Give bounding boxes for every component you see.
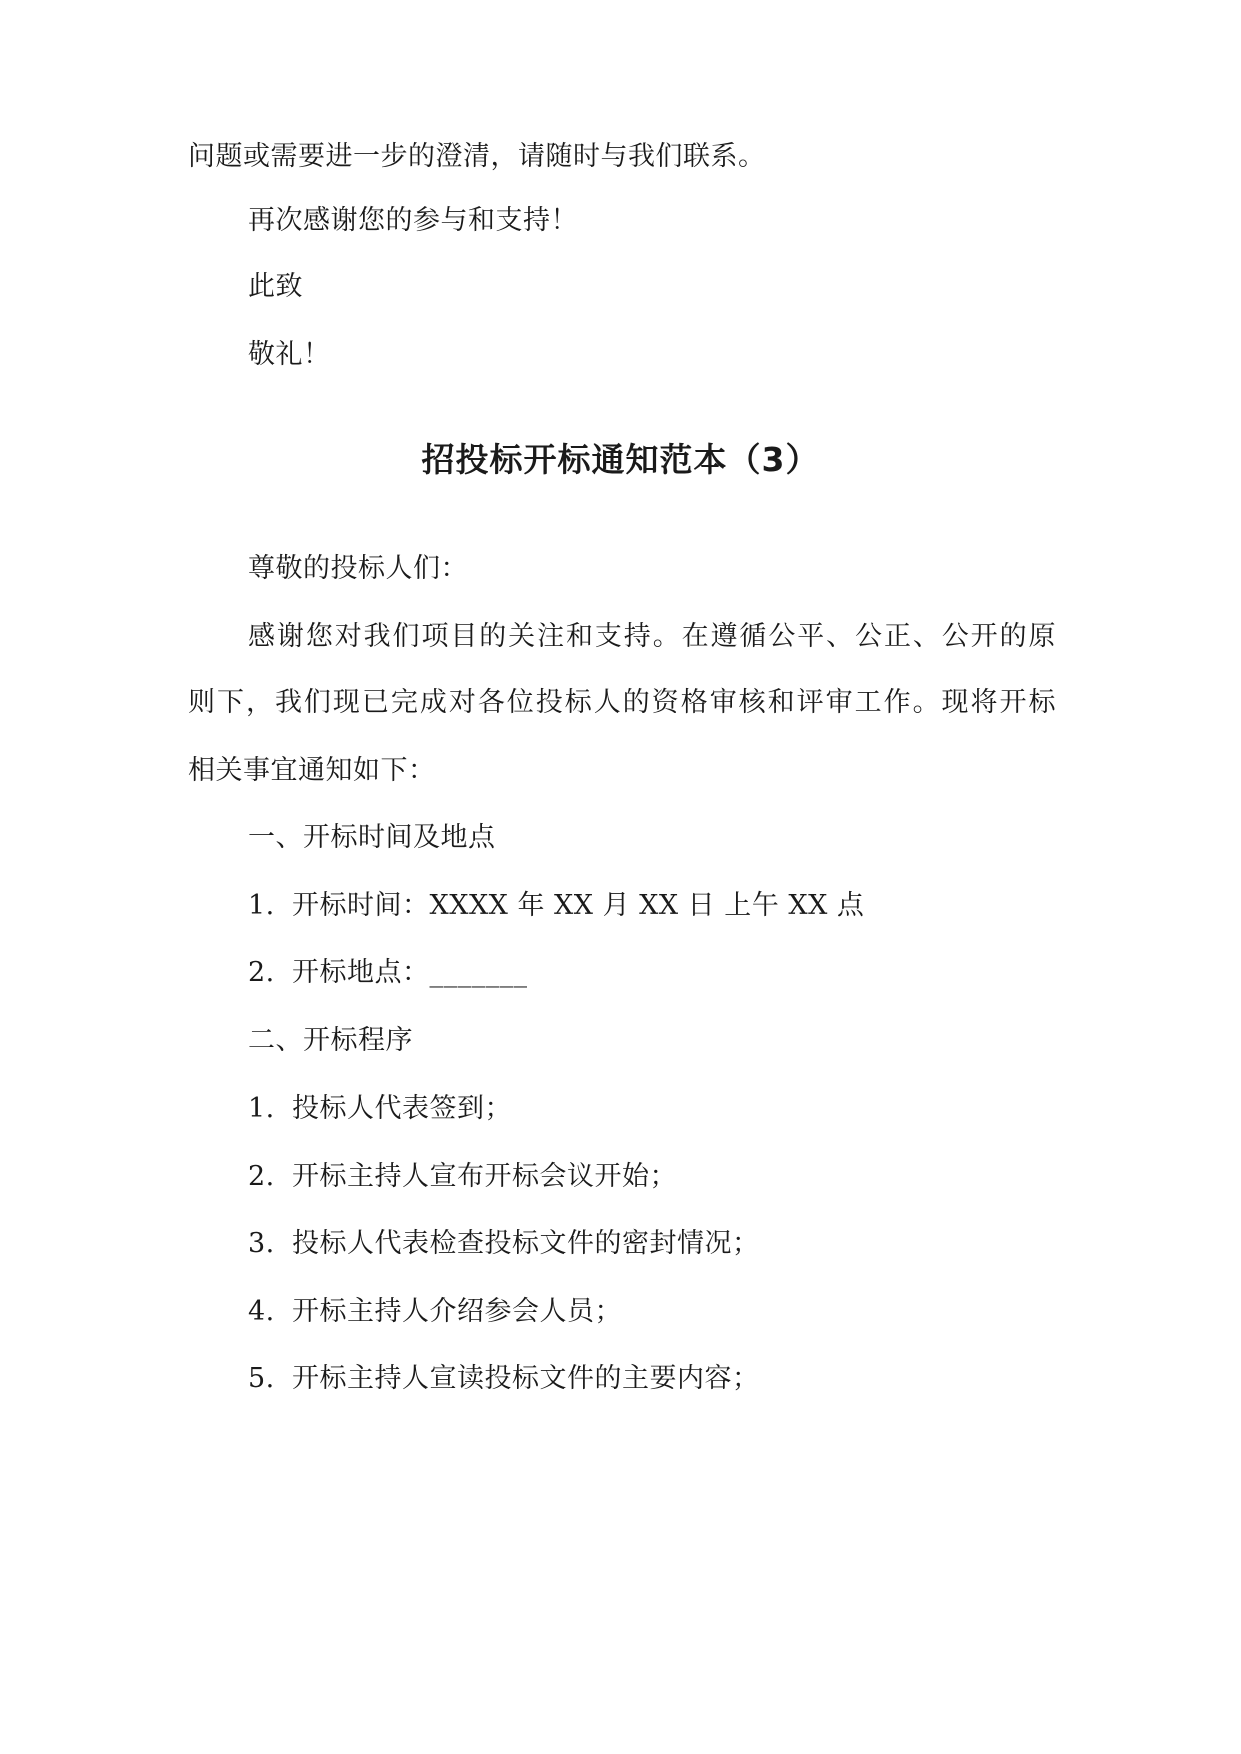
- closing-cizhi: 此致: [248, 271, 303, 302]
- salutation: 尊敬的投标人们：: [248, 553, 468, 584]
- paragraph-continuation: 问题或需要进一步的澄清，请随时与我们联系。: [188, 141, 766, 172]
- list-item-number: 2.: [248, 957, 275, 988]
- list-item-number: 1.: [248, 890, 275, 921]
- list-item-text: 开标主持人宣读投标文件的主要内容；: [292, 1363, 760, 1394]
- list-item: [248, 1295, 622, 1329]
- list-item-text: 开标主持人宣布开标会议开始；: [292, 1161, 677, 1192]
- section-heading-procedure: 二、开标程序: [248, 1025, 413, 1056]
- intro-line-1: 感谢您对我们项目的关注和支持。在遵循公平、公正、公开的原: [248, 621, 1056, 652]
- closing-jingli: 敬礼！: [248, 339, 331, 370]
- list-item: [248, 1160, 677, 1194]
- list-item-number: 2.: [248, 1161, 275, 1192]
- list-item: [248, 1227, 760, 1261]
- section-heading-time-location: 一、开标时间及地点: [248, 822, 496, 853]
- list-item-number: 4.: [248, 1296, 275, 1327]
- intro-line-2: 则下，我们现已完成对各位投标人的资格审核和评审工作。现将开标: [188, 687, 1056, 718]
- list-item-text: 投标人代表检查投标文件的密封情况；: [292, 1228, 760, 1259]
- paragraph-thanks: 再次感谢您的参与和支持！: [248, 205, 578, 236]
- list-item: [248, 889, 864, 923]
- intro-line-3: 相关事宜通知如下：: [188, 755, 436, 786]
- list-item-text: 开标主持人介绍参会人员；: [292, 1296, 622, 1327]
- list-item: [248, 1362, 760, 1396]
- list-item-text: 开标时间：XXXX 年 XX 月 XX 日 上午 XX 点: [292, 890, 865, 921]
- document-title: 招投标开标通知范本（3）: [421, 440, 820, 479]
- list-item-number: 1.: [248, 1093, 275, 1124]
- list-item-number: 5.: [248, 1363, 275, 1394]
- list-item: [248, 1092, 512, 1126]
- list-item-text: 开标地点：_______: [292, 957, 528, 988]
- list-item: [248, 956, 528, 990]
- list-item-text: 投标人代表签到；: [292, 1093, 512, 1124]
- list-item-number: 3.: [248, 1228, 275, 1259]
